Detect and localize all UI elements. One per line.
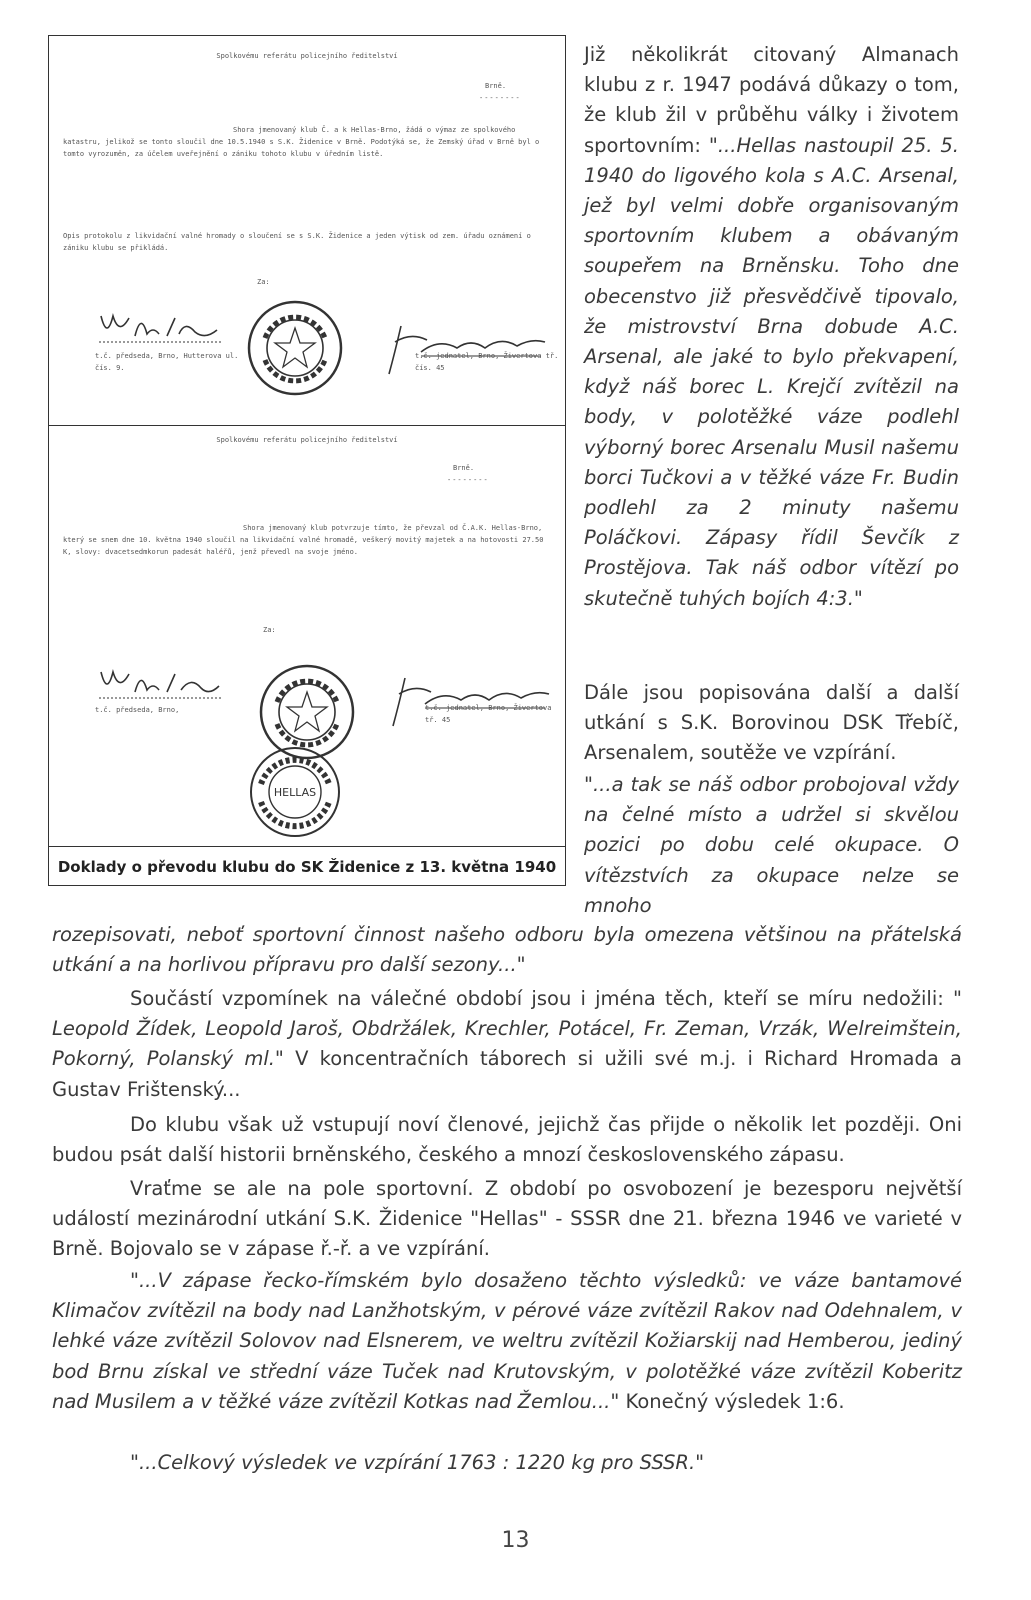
column-p1-quote: "...Hellas nastoupil 25. 5. 1940 do ligového kola s A.C. Arsenal, jež byl velmi dobře organisovaným sportovním klubem a obávaným soupeřem na Brněnsku. Toho dne obecenstvo již přesvědčivě tipovalo, že mistrovství Brna dobude A.C. Arsenal, ale jaké to bylo překvapení, když náš borec L. Krejčí zvítězil na body, v polotěžké váze podlehl výborný borec Arsenalu Musil našemu borci Tučkovi a v těžké váze Fr. Budin podlehl za 2 minuty našemu Poláčkovi. Zápasy řídil Ševčík z Prostějova. Tak náš odbor vítězí po skutečně tuhých bojích 4:3." [584, 133, 960, 610]
doc1-sig-right-caption: t.č. jednatel, Brno, Živertova tř. čís. 45 [415, 352, 559, 372]
hellas-stamp-label: HELLAS [273, 786, 317, 799]
doc1-body: Shora jmenovaný klub Č. a k Hellas-Brno, žádá o výmaz ze spolkového katastru, jelikož se tonto sloučil dne 10.5.1940 s S.K. Židenice v Brně. Podotýká se, že Zemský úřad v Brně byl o tomto vyrozuměn, za účelem uveřejnění o zániku tohoto klubu v úředním listě. [63, 126, 540, 158]
p7-result: Konečný výsledek 1:6. [625, 1389, 845, 1413]
doc2-sig-left-caption: t.č. předseda, Brno, [95, 706, 180, 714]
doc2-place: Brně. [453, 464, 475, 472]
doc2-signature-left [95, 664, 225, 704]
column-paragraph-2: Dále jsou popisována další a další utkání s S.K. Borovinou DSK Třebíč, Arsenalem, soutěže ve vzpírání. [584, 681, 959, 765]
doc1-signature-left [95, 306, 225, 346]
doc2-za: Za: [263, 626, 276, 634]
full-paragraph-3-continued: rozepisovati, neboť sportovní činnost našeho odboru byla omezena většinou na přátelská utkání a na horlivou přípravu pro další sezony..." [52, 923, 962, 977]
doc1-za: Za: [257, 278, 270, 286]
doc2-sig-right-caption: t.č. jednatel, Brno, Živertova tř. 45 [425, 704, 552, 724]
document-2 [49, 426, 565, 846]
full-paragraph-4 [52, 984, 962, 1105]
doc1-club-stamp-icon [245, 298, 345, 398]
figure-caption: Doklady o převodu klubu do SK Židenice z 13. května 1940 [49, 846, 565, 887]
doc1-sig-left-caption: t.č. předseda, Brno, Hutterova ul. čís. 9. [95, 352, 239, 372]
column-paragraph-3: "...a tak se náš odbor probojoval vždy na čelné místo a udržel si skvělou pozici po dobu celé okupace. O vítězstvích za okupace nelze se mnoho [584, 773, 959, 917]
doc1-header: Spolkovému referátu policejního ředitelství [216, 52, 398, 60]
doc1-place: Brně. [485, 82, 507, 90]
full-paragraph-5: Do klubu však už vstupují noví členové, jejichž čas přijde o několik let později. Oni budou psát další historii brněnského, českého a mnozí československého zápasu. [52, 1113, 962, 1167]
page-number: 13 [501, 1528, 530, 1553]
p7-quote: "...V zápase řecko-římském bylo dosaženo těchto výsledků: ve váze bantamové Klimačov zvítězil na body nad Lanžhotským, v pérové váze zvítězil Rakov nad Odehnalem, v lehké váze zvítězil Solovov nad Elsnerem, ve weltru zvítězil Kožiarskij nad Hemberou, jediný bod Brnu získal ve střední váze Tuček nad Krutovským, v polotěžké váze zvítězil Koberitz nad Musilem a v těžké váze zvítězil Kotkas nad Žemlou..." [52, 1269, 962, 1413]
p4-intro: Součástí vzpomínek na válečné období jsou i jména těch, kteří se míru nedožili: " [130, 987, 962, 1010]
full-paragraph-6: Vraťme se ale na pole sportovní. Z období po osvobození je bezesporu největší událostí mezinárodní utkání S.K. Židenice "Hellas" - SSSR dne 21. března 1946 ve varieté v Brně. Bojovalo se v zápase ř.-ř. a ve vzpírání. [52, 1177, 962, 1261]
doc2-header: Spolkovému referátu policejního ředitelství [216, 436, 398, 444]
doc2-body: Shora jmenovaný klub potvrzuje tímto, že převzal od Č.A.K. Hellas-Brno, který se snem dne 10. května 1940 sloučil na likvidační valné hromadě, veškerý movitý majetek a na hotovosti 27.50 K, slovy: dvacetsedmkorun padesát haléřů, jenž převedl na svoje jméno. [63, 524, 544, 556]
column-paragraph-1 [584, 40, 959, 614]
p4-camps: V koncentračních táborech si užili své m.j. i Richard Hromada a Gustav Frištenský... [52, 1047, 962, 1101]
document-1 [49, 36, 565, 426]
full-paragraph-7 [52, 1266, 962, 1417]
p4-names: Leopold Žídek, Leopold Jaroš, Obdržálek, Krechler, Potácel, Fr. Zeman, Vrzák, Welreimštein, Pokorný, Polanský ml." [52, 1017, 962, 1071]
scanned-documents-figure [48, 35, 566, 886]
hellas-round-stamp-icon [247, 744, 343, 840]
full-paragraph-8: "...Celkový výsledek ve vzpírání 1763 : 1220 kg pro SSSR." [130, 1451, 705, 1474]
doc1-body-2: Opis protokolu z likvidační valné hromady o sloučení se s S.K. Židenice a jeden výtisk od zem. úřadu oznámení o zániku klubu se přikládá. [63, 232, 531, 252]
doc2-place-underline: -------- [447, 476, 489, 484]
doc1-place-underline: -------- [479, 94, 521, 102]
column-p1-plain: Již několikrát citovaný Almanach klubu z r. 1947 podává důkazy o tom, že klub žil v průběhu války i životem sportovním: [584, 43, 959, 157]
